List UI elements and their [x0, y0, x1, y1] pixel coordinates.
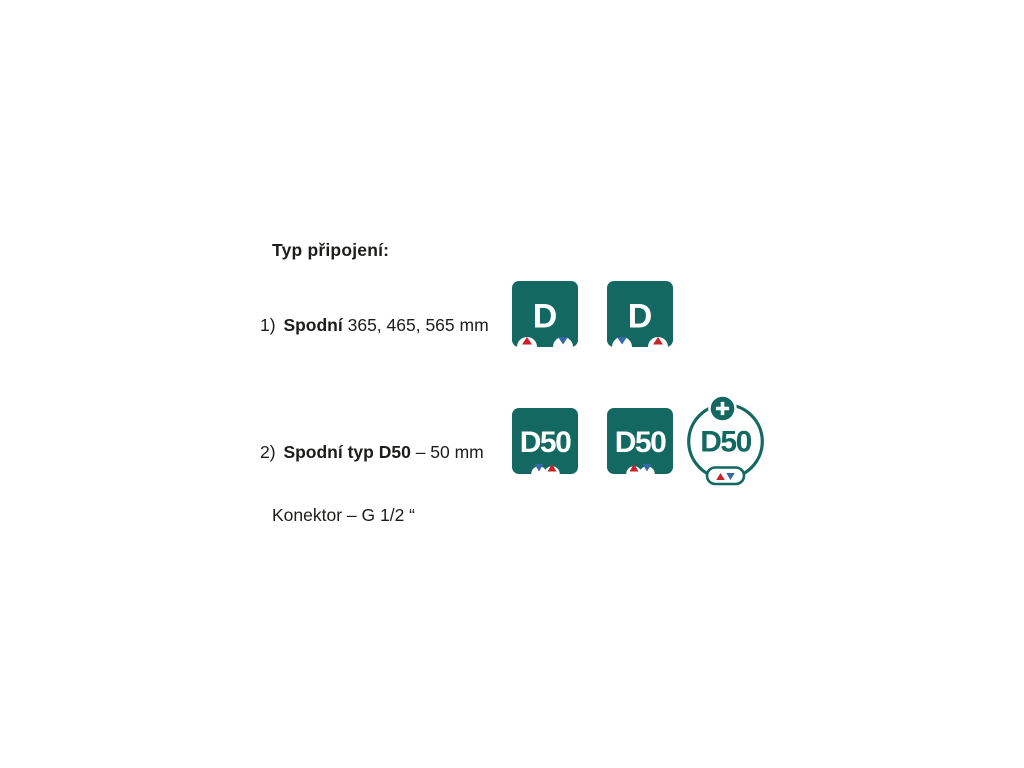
d-connection-icon-1: [512, 281, 578, 347]
list-item-2: [260, 442, 484, 463]
item-2-number: 2): [260, 442, 276, 462]
svg-text:D: D: [532, 297, 558, 336]
item-1-bold-text: Spodní: [283, 315, 343, 335]
item-2-bold-text: Spodní typ D50: [283, 442, 411, 462]
d50-circle-connection-icon: [683, 392, 768, 488]
connection-type-heading: Typ připojení:: [272, 240, 390, 260]
item-2-rest-text: – 50 mm: [415, 442, 484, 462]
svg-text:D50: D50: [700, 425, 751, 459]
item-1-rest-text: 365, 465, 565 mm: [347, 315, 489, 335]
list-item-1: [260, 315, 489, 336]
item-1-number: 1): [260, 315, 276, 335]
d50-connection-icon-1: [512, 408, 578, 474]
d-connection-icon-2: [607, 281, 673, 347]
svg-text:D50: D50: [519, 426, 571, 459]
connector-note: Konektor – G 1/2 “: [272, 505, 415, 525]
svg-text:D: D: [627, 297, 653, 336]
svg-text:D50: D50: [614, 426, 666, 459]
d50-connection-icon-2: [607, 408, 673, 474]
